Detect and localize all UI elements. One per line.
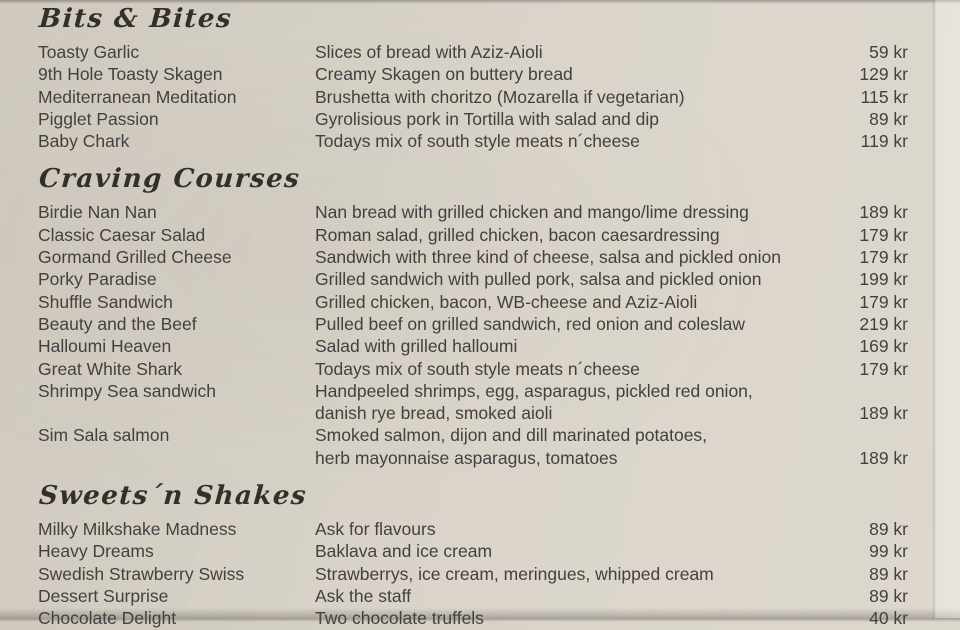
- item-description: [315, 201, 828, 223]
- menu-item-row: [38, 201, 908, 223]
- menu-item-row: [38, 86, 908, 108]
- item-description-line: Gyrolisious pork in Tortilla with salad and dip: [315, 108, 660, 129]
- section-title: Bits & Bites: [38, 4, 234, 34]
- menu-item-row: [38, 335, 908, 357]
- item-price: 189 kr: [859, 202, 908, 223]
- item-price: 89 kr: [869, 108, 908, 129]
- menu-item-row: [38, 41, 908, 63]
- item-description-line: Baklava and ice cream: [315, 541, 493, 562]
- item-description-line: Todays mix of south style meats n´cheese: [315, 131, 640, 152]
- menu-item-row: [38, 246, 908, 268]
- item-description-line: herb mayonnaise asparagus, tomatoes: [315, 447, 618, 468]
- section-title: Craving Courses: [38, 164, 302, 195]
- item-price: 179 kr: [859, 247, 908, 268]
- item-description: [315, 380, 828, 425]
- item-description-line: Salad with grilled halloumi: [315, 336, 518, 357]
- item-description-line: Creamy Skagen on buttery bread: [315, 64, 573, 85]
- item-description-line: Ask the staff: [315, 585, 411, 606]
- item-name: Beauty and the Beef: [38, 313, 197, 334]
- item-price: 89 kr: [869, 585, 908, 606]
- item-name: Great White Shark: [38, 358, 182, 379]
- item-description: [315, 424, 828, 469]
- section-title: Sweets´n Shakes: [38, 481, 309, 512]
- item-name: Pigglet Passion: [38, 108, 159, 129]
- item-name: Shrimpy Sea sandwich: [38, 380, 216, 401]
- item-name: Dessert Surprise: [38, 585, 169, 606]
- menu-item-row: [38, 268, 908, 290]
- item-name: Milky Milkshake Madness: [38, 519, 237, 540]
- item-price: 169 kr: [859, 336, 908, 357]
- item-description: [315, 130, 828, 152]
- item-description-line: Pulled beef on grilled sandwich, red onion and coleslaw: [315, 313, 745, 334]
- item-name: Chocolate Delight: [38, 608, 177, 629]
- item-description: [315, 291, 828, 313]
- item-description: [315, 335, 828, 357]
- menu-item-row: [38, 313, 908, 335]
- menu-item-row: [38, 224, 908, 246]
- menu-item-row: [38, 380, 908, 425]
- item-price: 179 kr: [859, 358, 908, 379]
- item-price: 199 kr: [859, 269, 908, 290]
- item-name: Gormand Grilled Cheese: [38, 247, 232, 268]
- item-description-line: Grilled chicken, bacon, WB-cheese and Aziz-Aioli: [315, 291, 698, 312]
- menu-item-row: [38, 518, 908, 540]
- item-name: Heavy Dreams: [38, 541, 154, 562]
- item-name: Toasty Garlic: [38, 42, 140, 62]
- item-description: [315, 108, 828, 130]
- menu-item-row: [38, 540, 908, 562]
- item-description: [315, 224, 828, 246]
- menu-item-row: [38, 607, 908, 629]
- menu-section: [38, 164, 908, 469]
- item-description: [315, 268, 828, 290]
- item-name: Halloumi Heaven: [38, 336, 172, 357]
- item-description-line: Strawberrys, ice cream, meringues, whipped cream: [315, 563, 714, 584]
- item-description-line: Handpeeled shrimps, egg, asparagus, pickled red onion,: [315, 380, 753, 401]
- item-name: Baby Chark: [38, 131, 130, 152]
- item-description-line: Two chocolate truffels: [315, 608, 484, 629]
- item-description-line: Roman salad, grilled chicken, bacon caesardressing: [315, 224, 720, 245]
- item-description-line: Nan bread with grilled chicken and mango/lime dressing: [315, 202, 749, 223]
- section-rows: [38, 518, 908, 629]
- item-description-line: Grilled sandwich with pulled pork, salsa and pickled onion: [315, 269, 762, 290]
- section-rows: [38, 201, 908, 469]
- item-description: [315, 41, 828, 63]
- item-description-line: Slices of bread with Aziz-Aioli: [315, 42, 543, 62]
- item-description: [315, 540, 828, 562]
- item-price: 59 kr: [869, 42, 908, 62]
- item-name: Birdie Nan Nan: [38, 202, 157, 223]
- item-price: 89 kr: [869, 519, 908, 540]
- item-price: 115 kr: [860, 86, 908, 107]
- item-name: 9th Hole Toasty Skagen: [38, 64, 223, 85]
- item-description: [315, 86, 828, 108]
- item-name: Classic Caesar Salad: [38, 224, 206, 245]
- menu-section: [38, 4, 908, 152]
- item-price: 129 kr: [859, 64, 908, 85]
- item-name: Mediterranean Meditation: [38, 86, 237, 107]
- menu-item-row: [38, 585, 908, 607]
- item-description: [315, 518, 828, 540]
- item-description-line: Sandwich with three kind of cheese, salsa and pickled onion: [315, 247, 781, 268]
- item-price: 219 kr: [859, 313, 908, 334]
- item-name: Porky Paradise: [38, 269, 157, 290]
- menu-section: [38, 481, 908, 629]
- item-name: Swedish Strawberry Swiss: [38, 563, 245, 584]
- item-description: [315, 246, 828, 268]
- item-price: 119 kr: [860, 131, 908, 152]
- menu-item-row: [38, 108, 908, 130]
- menu-item-row: [38, 358, 908, 380]
- item-name: Shuffle Sandwich: [38, 291, 173, 312]
- menu-item-row: [38, 63, 908, 85]
- item-description: [315, 358, 828, 380]
- item-price: 89 kr: [869, 563, 908, 584]
- item-price: 179 kr: [859, 291, 908, 312]
- item-description-line: Ask for flavours: [315, 519, 436, 540]
- item-description: [315, 607, 828, 629]
- item-description: [315, 313, 828, 335]
- item-description-line: Todays mix of south style meats n´cheese: [315, 358, 640, 379]
- item-price: 99 kr: [869, 541, 908, 562]
- item-price: 179 kr: [859, 224, 908, 245]
- item-price: 40 kr: [869, 608, 908, 629]
- item-price: 189 kr: [859, 447, 908, 468]
- menu-item-row: [38, 563, 908, 585]
- item-description: [315, 585, 828, 607]
- item-description-line: Brushetta with choritzo (Mozarella if vegetarian): [315, 86, 685, 107]
- menu-item-row: [38, 130, 908, 152]
- item-description-line: danish rye bread, smoked aioli: [315, 403, 553, 424]
- menu-item-row: [38, 424, 908, 469]
- item-name: Sim Sala salmon: [38, 425, 170, 446]
- menu-item-row: [38, 291, 908, 313]
- item-price: 189 kr: [859, 403, 908, 424]
- item-description-line: Smoked salmon, dijon and dill marinated potatoes,: [315, 425, 708, 446]
- item-description: [315, 563, 828, 585]
- item-description: [315, 63, 828, 85]
- section-rows: [38, 41, 908, 152]
